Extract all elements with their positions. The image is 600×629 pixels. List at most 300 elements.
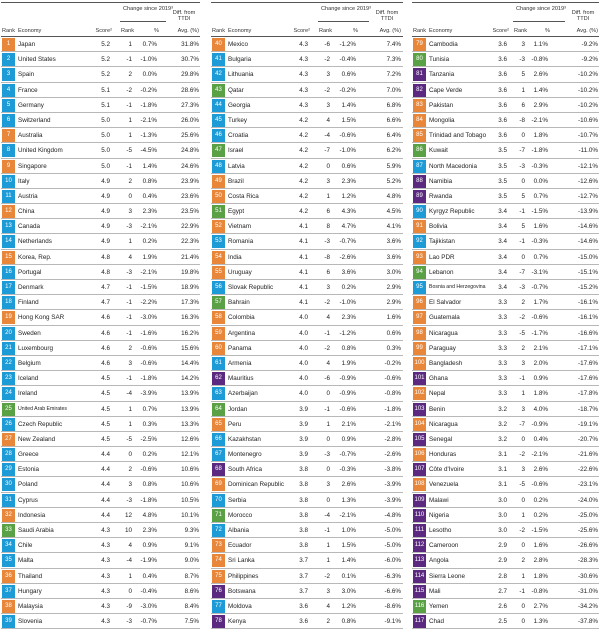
diff-from-avg: -28.3% <box>578 557 598 565</box>
economy-name: Cyprus <box>18 496 38 504</box>
rank-change: -5 <box>126 435 132 443</box>
rank-badge: 3 <box>2 68 15 81</box>
rank-change: 2 <box>326 618 330 626</box>
rank-change: 1 <box>128 405 132 413</box>
score-value: 4.1 <box>299 238 308 246</box>
diff-from-avg: -15.1% <box>578 268 598 276</box>
rank-change: 1 <box>521 572 525 580</box>
table-row <box>412 402 599 417</box>
pct-change: -1.2% <box>339 329 356 337</box>
table-row <box>412 508 599 523</box>
rank-change: 3 <box>326 177 330 185</box>
diff-from-avg: 21.4% <box>181 253 199 261</box>
rank-change: -2 <box>519 527 525 534</box>
rank-badge: 8 <box>2 144 15 157</box>
economy-name: Mali <box>429 587 441 595</box>
rank-badge: 14 <box>2 235 15 248</box>
economy-name: Lao PDR <box>429 253 455 261</box>
diff-from-avg: 24.6% <box>181 162 199 170</box>
economy-name: Vietnam <box>228 223 251 231</box>
pct-change: -2.2% <box>140 299 157 307</box>
diff-from-avg: 8.7% <box>184 572 199 580</box>
pct-change: -2.1% <box>531 451 548 459</box>
table-row <box>211 386 403 401</box>
rank-change: 3 <box>326 71 330 79</box>
rank-change: 4 <box>128 253 132 261</box>
pct-change: -2.1% <box>140 268 157 276</box>
pct-change: -1.6% <box>140 329 157 337</box>
rank-change: -7 <box>519 420 525 428</box>
rank-change: 0 <box>326 162 330 170</box>
economy-name: Austria <box>18 192 38 200</box>
diff-from-avg: -10.6% <box>578 116 598 124</box>
rank-badge: 49 <box>212 175 225 188</box>
economy-name: India <box>228 253 242 261</box>
table-row <box>412 432 599 447</box>
rank-change: -2 <box>519 314 525 322</box>
rank-badge: 82 <box>413 84 426 97</box>
table-row <box>211 417 403 432</box>
economy-name: Turkey <box>228 116 248 124</box>
diff-from-avg: 23.6% <box>181 192 199 200</box>
pct-change: 4.3% <box>341 208 356 216</box>
rank-badge: 44 <box>212 99 225 112</box>
economy-name: Estonia <box>18 466 40 474</box>
diff-from-avg: -17.6% <box>578 359 598 367</box>
economy-name: United Arab Emirates <box>18 405 68 412</box>
rank-change: -8 <box>324 253 330 261</box>
rank-badge: 34 <box>2 539 15 552</box>
score-value: 3.3 <box>498 299 507 307</box>
table-header <box>1 0 200 37</box>
score-value: 3.6 <box>498 86 507 94</box>
score-value: 4.2 <box>299 162 308 170</box>
pct-change: -1.5% <box>531 527 548 534</box>
score-value: 3.3 <box>498 314 507 322</box>
score-value: 3.3 <box>498 344 507 352</box>
diff-from-avg: 2.9% <box>386 284 401 291</box>
diff-from-avg: -11.0% <box>578 147 598 155</box>
header-rank: Rank <box>2 28 16 34</box>
rank-change: 10 <box>124 527 132 534</box>
rank-change: 4 <box>326 359 330 367</box>
score-value: 4.1 <box>299 223 308 231</box>
diff-from-avg: -20.7% <box>578 435 598 443</box>
economy-name: Netherlands <box>18 238 52 246</box>
rank-badge: 101 <box>413 372 426 385</box>
diff-from-avg: 4.8% <box>386 192 401 200</box>
pct-change: -2.1% <box>140 116 157 124</box>
table-row <box>211 523 403 538</box>
diff-from-avg: -10.2% <box>578 71 598 79</box>
table-row <box>412 113 599 128</box>
rank-badge: 12 <box>2 205 15 218</box>
rank-change: -1 <box>126 299 132 307</box>
score-value: 4.6 <box>101 314 110 322</box>
diff-from-avg: 9.3% <box>184 527 199 534</box>
rank-change: -1 <box>519 208 525 216</box>
rank-badge: 67 <box>212 448 225 461</box>
rank-change: 0 <box>326 390 330 398</box>
score-value: 3.6 <box>498 71 507 79</box>
table-row <box>211 326 403 341</box>
table-row <box>1 371 200 386</box>
pct-change: 0.1% <box>341 572 356 580</box>
diff-from-avg: 16.3% <box>181 314 199 322</box>
rank-change: -3 <box>519 284 525 291</box>
header-change-group: Change since 2019³ <box>515 6 567 12</box>
economy-name: Trinidad and Tobago <box>429 132 487 140</box>
pct-change: 4.0% <box>533 405 548 413</box>
score-value: 4.3 <box>101 557 110 565</box>
economy-name: Uruguay <box>228 268 252 276</box>
rank-change: 2 <box>128 71 132 79</box>
rank-badge: 69 <box>212 478 225 491</box>
rank-change: 1 <box>326 557 330 565</box>
economy-name: Lithuania <box>228 71 254 79</box>
pct-change: -2.1% <box>339 511 356 519</box>
pct-change: 0.4% <box>533 435 548 443</box>
pct-change: -0.2% <box>140 86 157 94</box>
score-value: 3.3 <box>498 375 507 383</box>
rank-change: 3 <box>128 359 132 367</box>
diff-from-avg: -3.9% <box>384 496 401 504</box>
economy-name: Moldova <box>228 602 252 610</box>
pct-change: -0.7% <box>140 618 157 626</box>
score-value: 3.7 <box>299 557 308 565</box>
table-row <box>1 219 200 234</box>
pct-change: -3.1% <box>531 268 548 276</box>
economy-name: Romania <box>228 238 254 246</box>
table-row <box>412 67 599 82</box>
economy-name: Hungary <box>18 587 42 595</box>
header-diff-group: Diff. from TTDI <box>571 10 595 23</box>
table-row <box>1 326 200 341</box>
rank-change: -3 <box>324 451 330 459</box>
pct-change: -0.4% <box>140 587 157 595</box>
score-value: 3.6 <box>498 132 507 140</box>
diff-from-avg: -22.6% <box>578 466 598 474</box>
score-value: 3.4 <box>498 238 507 246</box>
rank-change: 3 <box>326 481 330 489</box>
pct-change: -0.7% <box>531 284 548 291</box>
header-score: Score² <box>293 28 310 34</box>
score-value: 5.1 <box>101 101 110 109</box>
diff-from-avg: -30.6% <box>578 572 598 580</box>
economy-name: Venezuela <box>429 481 459 489</box>
diff-from-avg: 3.6% <box>386 253 401 261</box>
rank-badge: 36 <box>2 570 15 583</box>
economy-name: Kazakhstan <box>228 435 261 443</box>
diff-from-avg: -10.2% <box>578 86 598 94</box>
rank-change: -4 <box>324 511 330 519</box>
economy-name: Senegal <box>429 435 453 443</box>
header-divider <box>412 2 599 3</box>
rank-badge: 70 <box>212 494 225 507</box>
table-row <box>211 174 403 189</box>
pct-change: -1.2% <box>339 41 356 48</box>
diff-from-avg: 0.6% <box>386 329 401 337</box>
diff-from-avg: 8.4% <box>184 602 199 610</box>
table-row <box>1 569 200 584</box>
table-row <box>211 569 403 584</box>
header-change-group: Change since 2019³ <box>320 6 372 12</box>
table-row <box>211 189 403 204</box>
table-row <box>211 356 403 371</box>
table-row <box>412 386 599 401</box>
diff-from-avg: 0.3% <box>386 344 401 352</box>
rank-change: 3 <box>521 405 525 413</box>
score-value: 4.0 <box>299 314 308 322</box>
header-change-pct: % <box>154 28 159 34</box>
rank-change: -8 <box>519 116 525 124</box>
rank-change: -5 <box>519 481 525 489</box>
table-row <box>412 174 599 189</box>
score-value: 3.0 <box>498 496 507 504</box>
economy-name: Dominican Republic <box>228 481 284 489</box>
score-value: 2.7 <box>498 587 507 595</box>
score-value: 3.8 <box>299 481 308 489</box>
pct-change: 4.8% <box>142 511 157 519</box>
rank-change: -9 <box>126 602 132 610</box>
table-header <box>412 0 599 37</box>
rank-badge: 61 <box>212 357 225 370</box>
economy-name: Botswana <box>228 587 256 595</box>
table-row <box>412 204 599 219</box>
diff-from-avg: -12.1% <box>578 162 598 170</box>
economy-name: Cameroon <box>429 542 459 550</box>
rank-badge: 28 <box>2 448 15 461</box>
economy-name: Ecuador <box>228 542 252 550</box>
pct-change: 0.2% <box>142 238 157 246</box>
diff-from-avg: -5.0% <box>384 527 401 534</box>
diff-from-avg: -16.1% <box>578 314 598 322</box>
table-row <box>211 83 403 98</box>
pct-change: 2.7% <box>533 602 548 610</box>
table-row <box>1 265 200 280</box>
rank-change: 0 <box>326 496 330 504</box>
score-value: 4.2 <box>299 192 308 200</box>
header-rank: Rank <box>212 28 226 34</box>
rank-change: -5 <box>519 329 525 337</box>
score-value: 4.3 <box>101 542 110 550</box>
rank-badge: 50 <box>212 190 225 203</box>
rank-change: 1 <box>128 116 132 124</box>
table-row <box>211 128 403 143</box>
pct-change: 2.9% <box>533 101 548 109</box>
rank-change: 0 <box>521 435 525 443</box>
diff-from-avg: -0.2% <box>384 359 401 367</box>
rank-badge: 111 <box>413 524 426 537</box>
score-value: 2.8 <box>498 572 507 580</box>
economy-name: Tunisia <box>429 56 450 64</box>
rank-badge: 41 <box>212 53 225 66</box>
rank-badge: 63 <box>212 387 225 400</box>
rank-change: -1 <box>519 587 525 595</box>
rank-badge: 113 <box>413 554 426 567</box>
score-value: 4.4 <box>101 466 110 474</box>
rank-change: 3 <box>326 101 330 109</box>
economy-name: Serbia <box>228 496 247 504</box>
diff-from-avg: -0.8% <box>384 390 401 398</box>
rank-change: 2 <box>128 177 132 185</box>
rank-badge: 29 <box>2 463 15 476</box>
diff-from-avg: -12.6% <box>578 177 598 185</box>
pct-change: 0.7% <box>533 192 548 200</box>
diff-from-avg: 7.5% <box>184 618 199 626</box>
economy-name: Honduras <box>429 451 457 459</box>
diff-from-avg: 7.4% <box>386 41 401 48</box>
score-value: 4.3 <box>101 572 110 580</box>
table-row <box>412 341 599 356</box>
rank-badge: 56 <box>212 281 225 294</box>
diff-from-avg: 23.9% <box>181 177 199 185</box>
score-value: 3.2 <box>498 420 507 428</box>
rank-badge: 25 <box>2 403 15 416</box>
rank-badge: 38 <box>2 600 15 613</box>
rank-change: 3 <box>521 466 525 474</box>
rank-badge: 114 <box>413 570 426 583</box>
diff-from-avg: -21.6% <box>578 451 598 459</box>
table-row <box>1 204 200 219</box>
score-value: 4.4 <box>101 511 110 519</box>
score-value: 3.4 <box>498 223 507 231</box>
diff-from-avg: 1.6% <box>386 314 401 322</box>
diff-from-avg: 25.6% <box>181 132 199 140</box>
rank-change: 2 <box>521 299 525 307</box>
score-value: 4.1 <box>299 268 308 276</box>
rank-change: -3 <box>126 223 132 231</box>
table-row <box>211 219 403 234</box>
score-value: 3.3 <box>498 329 507 337</box>
score-value: 3.4 <box>498 284 507 291</box>
score-value: 3.6 <box>299 602 308 610</box>
diff-from-avg: -9.1% <box>384 618 401 626</box>
rank-badge: 42 <box>212 68 225 81</box>
economy-name: Georgia <box>228 101 251 109</box>
diff-from-avg: -9.2% <box>581 56 598 64</box>
score-value: 3.7 <box>299 572 308 580</box>
diff-from-avg: 18.9% <box>181 284 199 291</box>
pct-change: 0.4% <box>142 192 157 200</box>
rank-change: -3 <box>519 162 525 170</box>
diff-from-avg: -1.8% <box>384 405 401 413</box>
score-value: 3.1 <box>498 481 507 489</box>
diff-from-avg: -14.6% <box>578 238 598 246</box>
table-row <box>211 508 403 523</box>
table-row <box>1 98 200 113</box>
economy-name: Colombia <box>228 314 255 322</box>
diff-from-avg: 4.5% <box>386 208 401 216</box>
rank-change: 3 <box>521 359 525 367</box>
rank-change: 3 <box>128 208 132 216</box>
score-value: 2.9 <box>498 542 507 550</box>
table-row <box>412 462 599 477</box>
rank-badge: 77 <box>212 600 225 613</box>
table-row <box>412 143 599 158</box>
economy-name: Ghana <box>429 375 448 383</box>
rank-change: 0 <box>128 192 132 200</box>
score-value: 3.7 <box>299 587 308 595</box>
pct-change: -1.0% <box>339 147 356 155</box>
table-row <box>1 67 200 82</box>
table-row <box>412 189 599 204</box>
rank-change: 1 <box>326 542 330 550</box>
rank-badge: 30 <box>2 478 15 491</box>
pct-change: -0.4% <box>339 56 356 64</box>
diff-from-avg: 13.9% <box>181 390 199 398</box>
economy-name: Malawi <box>429 496 449 504</box>
score-value: 4.6 <box>101 359 110 367</box>
rank-change: 6 <box>521 101 525 109</box>
rank-change: -1 <box>126 314 132 322</box>
table-row <box>1 584 200 599</box>
rank-badge: 109 <box>413 494 426 507</box>
score-value: 3.9 <box>299 451 308 459</box>
score-value: 4.6 <box>101 329 110 337</box>
rank-change: -3 <box>126 618 132 626</box>
economy-name: Japan <box>18 41 36 48</box>
economy-name: Bulgaria <box>228 56 252 64</box>
score-value: 4.9 <box>101 238 110 246</box>
table-row <box>1 37 200 52</box>
header-diff-avg: Avg. (%) <box>177 28 199 34</box>
table-row <box>211 295 403 310</box>
pct-change: 0.2% <box>341 284 356 291</box>
rank-badge: 19 <box>2 311 15 324</box>
pct-change: -1.8% <box>140 375 157 383</box>
diff-from-avg: 13.9% <box>181 405 199 413</box>
pct-change: 1.2% <box>341 602 356 610</box>
rank-change: -1 <box>324 527 330 534</box>
rank-change: 0 <box>521 542 525 550</box>
table-row <box>1 417 200 432</box>
pct-change: 1.8% <box>533 132 548 140</box>
rank-badge: 54 <box>212 251 225 264</box>
economy-name: France <box>18 86 38 94</box>
economy-name: Latvia <box>228 162 245 170</box>
table-row <box>211 234 403 249</box>
score-value: 3.8 <box>299 511 308 519</box>
rank-badge: 32 <box>2 509 15 522</box>
score-value: 4.0 <box>299 329 308 337</box>
rank-change: -3 <box>126 268 132 276</box>
pct-change: 1.9% <box>142 253 157 261</box>
economy-name: Paraguay <box>429 344 456 352</box>
rank-change: -1 <box>126 329 132 337</box>
score-value: 4.0 <box>299 359 308 367</box>
header-change-rank: Rank <box>318 28 332 34</box>
diff-from-avg: -5.0% <box>384 542 401 550</box>
economy-name: Kyrgyz Republic <box>429 208 475 216</box>
diff-from-avg: 9.0% <box>184 557 199 565</box>
rank-badge: 90 <box>413 205 426 218</box>
economy-name: Mauritius <box>228 375 254 383</box>
pct-change: 0.0% <box>142 71 157 79</box>
table-row <box>1 493 200 508</box>
economy-name: Brazil <box>228 177 244 185</box>
diff-from-avg: -31.0% <box>578 587 598 595</box>
pct-change: 2.6% <box>533 71 548 79</box>
pct-change: 1.1% <box>533 41 548 48</box>
table-row <box>211 52 403 67</box>
table-row <box>1 280 200 295</box>
pct-change: 3.0% <box>341 587 356 595</box>
table-row <box>211 432 403 447</box>
score-value: 3.4 <box>498 253 507 261</box>
rank-change: 6 <box>326 208 330 216</box>
pct-change: -1.7% <box>531 329 548 337</box>
